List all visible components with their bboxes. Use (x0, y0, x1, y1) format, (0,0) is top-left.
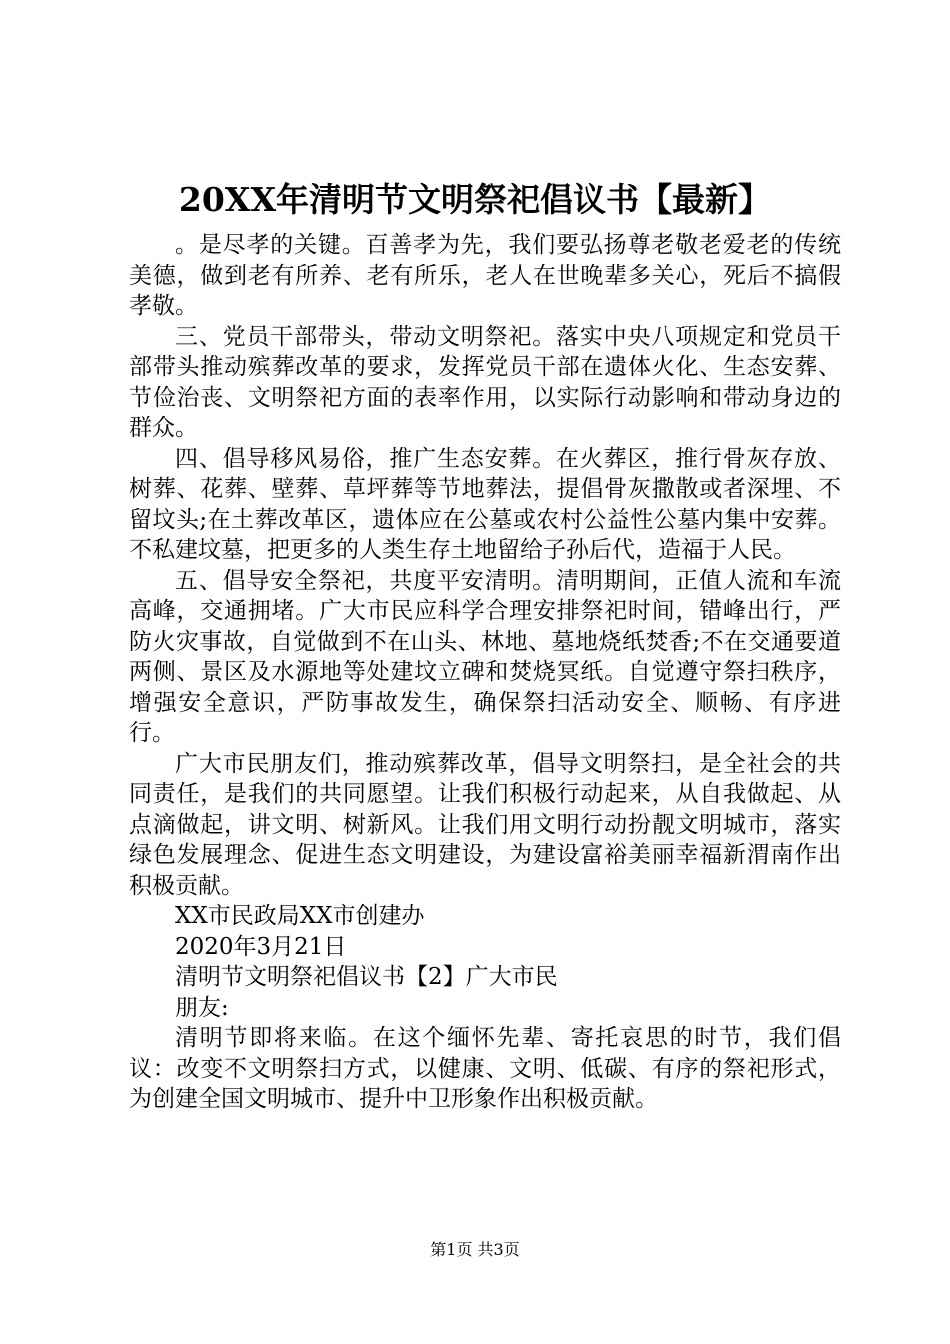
signature-issuer: XX市民政局XX市创建办 (175, 903, 425, 929)
paragraph-closing-call: 广大市民朋友们，推动殡葬改革，倡导文明祭扫，是全社会的共同责任，是我们的共同愿望。让我们积极行动起来，从自我做起、从点滴做起，讲文明、树新风。让我们用文明行动扮靓文明城市，落实绿色发展理念、促进生态文明建设，为建设富裕美丽幸福新渭南作出积极贡献。 (129, 750, 841, 899)
paragraph-filial-piety: 。是尽孝的关键。百善孝为先，我们要弘扬尊老敬老爱老的传统美德，做到老有所养、老有所乐，老人在世晚辈多关心，死后不搞假孝敬。 (129, 232, 841, 319)
paragraph-section-four: 四、倡导移风易俗，推广生态安葬。在火葬区，推行骨灰存放、树葬、花葬、壁葬、草坪葬等节地葬法，提倡骨灰撒散或者深埋、不留坟头;在土葬改革区，遗体应在公墓或农村公益性公墓内集中安葬。不私建坟墓，把更多的人类生存土地留给子孙后代，造福于人民。 (129, 445, 841, 563)
second-letter-salutation: 朋友: (175, 994, 229, 1021)
second-letter-heading: 清明节文明祭祀倡议书【2】广大市民 (175, 964, 558, 990)
document-title: 20XX年清明节文明祭祀倡议书【最新】 (178, 180, 772, 219)
document-body (129, 230, 841, 1115)
paragraph-section-three: 三、党员干部带头，带动文明祭祀。落实中央八项规定和党员干部带头推动殡葬改革的要求，发挥党员干部在遗体火化、生态安葬、节俭治丧、文明祭祀方面的表率作用，以实际行动影响和带动身边的群众。 (129, 323, 841, 441)
signature-date: 2020年3月21日 (175, 933, 347, 960)
page-footer: 第1页 共3页 (430, 1240, 520, 1259)
second-letter-intro: 清明节即将来临。在这个缅怀先辈、寄托哀思的时节，我们倡议：改变不文明祭扫方式，以健康、文明、低碳、有序的祭祀形式，为创建全国文明城市、提升中卫形象作出积极贡献。 (129, 1025, 841, 1112)
paragraph-section-five: 五、倡导安全祭祀，共度平安清明。清明期间，正值人流和车流高峰，交通拥堵。广大市民应科学合理安排祭祀时间，错峰出行，严防火灾事故，自觉做到不在山头、林地、墓地烧纸焚香;不在交通要道两侧、景区及水源地等处建坟立碑和焚烧冥纸。自觉遵守祭扫秩序，增强安全意识，严防事故发生，确保祭扫活动安全、顺畅、有序进行。 (129, 567, 841, 746)
